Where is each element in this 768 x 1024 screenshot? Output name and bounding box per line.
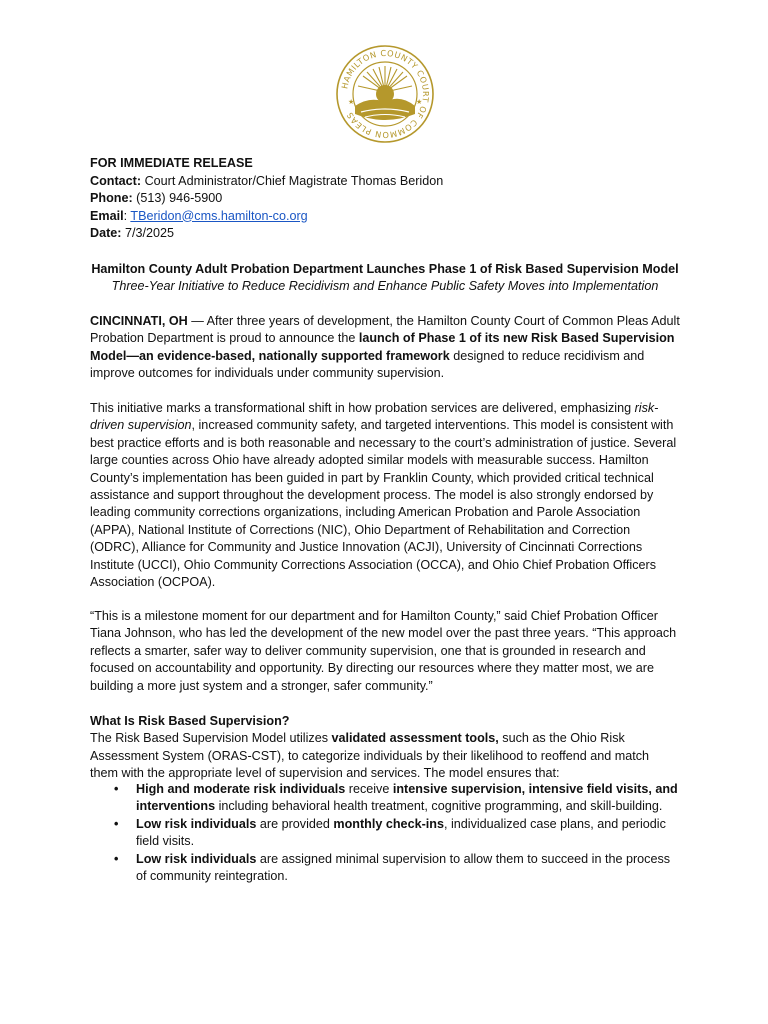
intro-text-1: — After three years of development, the Hamilton County Court of Common Pleas Adult Probation Department is proud to announce the [90, 314, 680, 346]
svg-text:★: ★ [416, 98, 423, 106]
bullet-bold-1: High and moderate risk individuals [136, 782, 346, 796]
quote-paragraph: “This is a milestone moment for our department and for Hamilton County,” said Chief Probation Officer Tiana Johnson, who has led the development of the new model over the past three years. “This approach reflects a smarter, safer way to deliver community supervision, one that is grounded in research and focused on accountability and opportunity. By directing our resources where they matter most, we are building a more just system and a stronger, safer community.” [90, 609, 677, 693]
section-heading: What Is Risk Based Supervision? [90, 714, 290, 728]
list-item [90, 851, 680, 886]
bullet-bold-1: Low risk individuals [136, 816, 257, 831]
initiative-text-2: , increased community safety, and targeted interventions. This model is consistent with best practice efforts and is both reasonable and necessary to the court’s administration of justice. Several large counties across Ohio have already adopted similar models with measurable success. Hamilton County’s implementation has been guided in part by Franklin County, which provided critical technical assistance and support throughout the development process. The model is also strongly endorsed by leading community corrections organizations, including American Probation and Parole Association (APPA), National Institute of Corrections (NIC), Ohio Department of Rehabilitation and Correction (ODRC), Alliance for Community and Justice Innovation (ACJI), University of Cincinnati Corrections Institute (UCCI), Ohio Community Corrections Association (OCCA), and Ohio Chief Probation Officers Association (OCPOA). [90, 418, 677, 590]
phone-line [90, 190, 680, 208]
intro-paragraph [90, 313, 680, 383]
headline-subtitle: Three-Year Initiative to Reduce Recidivism and Enhance Public Safety Moves into Implementation [111, 279, 659, 294]
release-label: FOR IMMEDIATE RELEASE [90, 156, 253, 170]
phone-value: (513) 946-5900 [132, 191, 223, 205]
bullet-list [90, 781, 680, 885]
date-line [90, 225, 680, 243]
email-link[interactable]: TBeridon@cms.hamilton-co.org [130, 208, 308, 223]
release-line [90, 155, 680, 173]
headline-block [90, 261, 680, 296]
section-text-1: The Risk Based Supervision Model utilizes [90, 731, 332, 746]
bullet-text-2: including behavioral health treatment, cognitive programming, and skill-building. [215, 799, 663, 814]
initiative-text-1: This initiative marks a transformational shift in how probation services are delivered, emphasizing [90, 401, 635, 415]
bullet-text-1: are assigned minimal supervision to allow them to succeed in the process of community reintegration. [136, 851, 671, 884]
phone-label: Phone: [90, 191, 133, 205]
list-item [90, 781, 680, 816]
bullet-bold-1: Low risk individuals [136, 851, 257, 866]
bullet-text-2: , individualized case plans, and periodic field visits. [136, 816, 666, 849]
list-item [90, 816, 680, 851]
date-value: 7/3/2025 [121, 226, 175, 240]
bullet-bold-2: intensive supervision, intensive field visits, and interventions [136, 782, 678, 814]
contact-line [90, 173, 680, 191]
section-bold: validated assessment tools, [331, 731, 499, 746]
initiative-paragraph [90, 400, 680, 591]
section-text-2: such as the Ohio Risk Assessment System (ORAS-CST), to categorize individuals by their likelihood to reoffend and match them with the appropriate level of supervision and services. The model ensures that: [90, 731, 650, 781]
initiative-italic: risk-driven supervision [90, 401, 659, 433]
email-label: Email [90, 208, 124, 223]
headline-title: Hamilton County Adult Probation Department Launches Phase 1 of Risk Based Supervision Model [91, 262, 679, 276]
bullet-text-1: are provided [256, 816, 334, 831]
rbs-section [90, 713, 680, 783]
bullet-bold-2: monthly check-ins [333, 816, 444, 831]
contact-value: Court Administrator/Chief Magistrate Thomas Beridon [141, 173, 444, 188]
email-separator: : [123, 208, 131, 223]
seal-ring-text: HAMILTON COUNTY COURT OF COMMON PLEAS [339, 47, 432, 141]
svg-text:★: ★ [348, 98, 355, 106]
contact-block [90, 155, 680, 243]
date-label: Date: [90, 226, 122, 240]
contact-label: Contact: [90, 173, 142, 188]
dateline: CINCINNATI, OH [90, 314, 188, 328]
bullet-text-1: receive [345, 782, 393, 796]
court-seal-logo [335, 44, 435, 144]
section-paragraph [90, 730, 680, 782]
email-line [90, 208, 680, 226]
intro-bold: launch of Phase 1 of its new Risk Based Supervision Model—an evidence-based, nationally supported framework [90, 331, 675, 363]
intro-text-2: designed to reduce recidivism and improve outcomes for individuals under community supervision. [90, 348, 645, 381]
